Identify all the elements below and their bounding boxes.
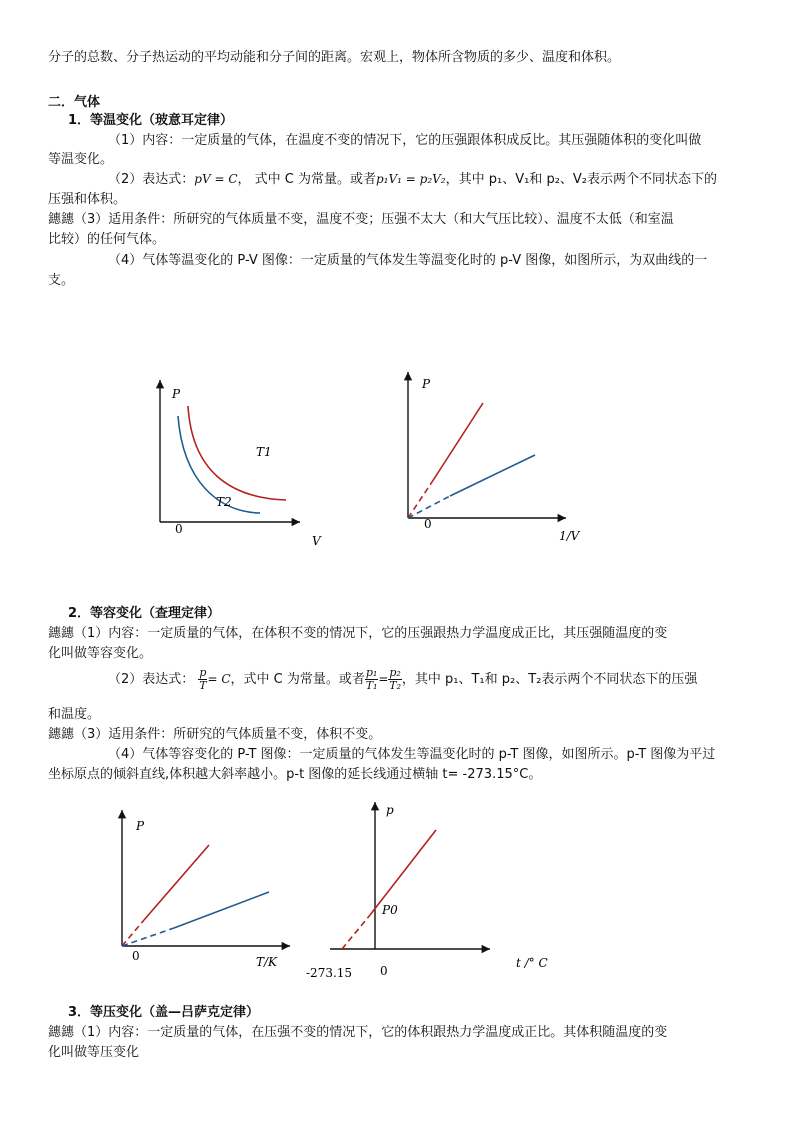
pT-origin-label: 0 bbox=[132, 949, 140, 963]
pinv-origin-label: 0 bbox=[424, 517, 432, 531]
isochoric-content-line1: 鏸鏸（1）内容：一定质量的气体，在体积不变的情况下，它的压强跟热力学温度成正比，其压强随温度的变 bbox=[48, 626, 668, 641]
pT-blue-line bbox=[174, 892, 269, 928]
pv-x-label: V bbox=[312, 534, 321, 548]
isochoric-conditions: 鏸鏸（3）适用条件：所研究的气体质量不变，体积不变。 bbox=[48, 727, 382, 742]
isochoric-content-line2: 化叫做等容变化。 bbox=[48, 646, 153, 661]
isochoric-expression-line1: （2）表达式： $\frac{p}{T}$ = C，式中 C 为常量。或者 $\frac{\text{p₁}}{\text{T₁}}$ = $\frac{\text{p₂}}{\text{T₂}}$ ，其中 p₁、T₁和 p₂、T₂表示两个不同状态下的压强 bbox=[108, 666, 698, 692]
isothermal-conditions-line1: 鏸鏸（3）适用条件：所研究的气体质量不变，温度不变；压强不太大（和大气压比较）、温度不太低（和室温 bbox=[48, 212, 674, 227]
pinv-blue-line bbox=[450, 455, 535, 496]
pT-y-label: P bbox=[136, 819, 145, 833]
pt-graph bbox=[300, 800, 580, 980]
pinv-y-label: P bbox=[422, 377, 431, 391]
formula-pv-c: pV = C bbox=[194, 172, 238, 186]
pT-x-label: T/K bbox=[256, 955, 278, 969]
pv-curve-t2-label: T2 bbox=[216, 495, 232, 509]
formula-p2-over-t2: $\frac{\text{p₂}}{\text{T₂}}$ bbox=[389, 666, 401, 692]
pv-y-label: P bbox=[172, 387, 181, 401]
pt-x-intercept-label: -273.15 bbox=[306, 966, 353, 980]
pt-red-dashed bbox=[342, 915, 370, 949]
pinv-x-label: 1/V bbox=[559, 529, 580, 543]
isothermal-graph-desc-line1: （4）气体等温变化的 P-V 图像：一定质量的气体发生等温变化时的 p-V 图像，如图所示，为双曲线的一 bbox=[108, 253, 708, 268]
isobaric-content-line2: 化叫做等压变化 bbox=[48, 1045, 140, 1060]
pt-x-label: t /° C bbox=[516, 956, 548, 970]
formula-p1-over-t1: $\frac{\text{p₁}}{\text{T₁}}$ bbox=[365, 666, 378, 692]
pt-y-label: p bbox=[386, 803, 394, 817]
pv-graph bbox=[150, 376, 320, 551]
isothermal-conditions-line2: 比较）的任何气体。 bbox=[48, 232, 166, 247]
isochoric-expression-line2: 和温度。 bbox=[48, 707, 101, 722]
isothermal-graph-desc-line2: 支。 bbox=[48, 273, 75, 288]
isothermal-content-line1: （1）内容：一定质量的气体，在温度不变的情况下，它的压强跟体积成反比。其压强随体积的变化叫做 bbox=[108, 133, 702, 148]
intro-paragraph: 分子的总数、分子热运动的平均动能和分子间的距离。宏观上，物体所含物质的多少、温度和体积。 bbox=[48, 50, 621, 65]
isothermal-expression-line2: 压强和体积。 bbox=[48, 192, 127, 207]
pT-red-line bbox=[144, 845, 209, 920]
isothermal-expression-line1: （2）表达式：pV = C， 式中 C 为常量。或者p₁V₁ = p₂V₂，其中 p₁、V₁和 p₂、V₂表示两个不同状态下的 bbox=[108, 172, 718, 187]
subsection-heading-isobaric: 3．等压变化（盖—吕萨克定律） bbox=[68, 1005, 260, 1020]
formula-p1v1-p2v2: p₁V₁ = p₂V₂ bbox=[375, 172, 446, 186]
section-heading-gas: 二．气体 bbox=[48, 95, 101, 110]
pt-p0-label: P0 bbox=[382, 903, 398, 917]
isobaric-content-line1: 鏸鏸（1）内容：一定质量的气体，在压强不变的情况下，它的体积跟热力学温度成正比。其体积随温度的变 bbox=[48, 1025, 668, 1040]
pv-curve-t1-label: T1 bbox=[256, 445, 272, 459]
formula-p-over-t: $\frac{p}{T}$ bbox=[199, 666, 207, 692]
pt-origin-label: 0 bbox=[380, 964, 388, 978]
subsection-heading-isochoric: 2．等容变化（查理定律） bbox=[68, 606, 221, 621]
isothermal-content-line2: 等温变化。 bbox=[48, 152, 114, 167]
p-inverse-v-graph bbox=[398, 370, 598, 545]
pv-origin-label: 0 bbox=[175, 522, 183, 536]
pinv-blue-dashed bbox=[408, 496, 450, 518]
isochoric-graph-desc-line2: 坐标原点的倾斜直线,体积越大斜率越小。p-t 图像的延长线通过横轴 t= -273.15°C。 bbox=[48, 767, 542, 782]
pt-red-line bbox=[370, 830, 436, 915]
subsection-heading-isothermal: 1．等温变化（玻意耳定律） bbox=[68, 113, 234, 128]
pT-graph bbox=[112, 808, 312, 973]
pinv-red-line bbox=[432, 403, 483, 482]
isochoric-graph-desc-line1: （4）气体等容变化的 P-T 图像：一定质量的气体发生等温变化时的 p-T 图像，如图所示。p-T 图像为平过 bbox=[108, 747, 716, 762]
